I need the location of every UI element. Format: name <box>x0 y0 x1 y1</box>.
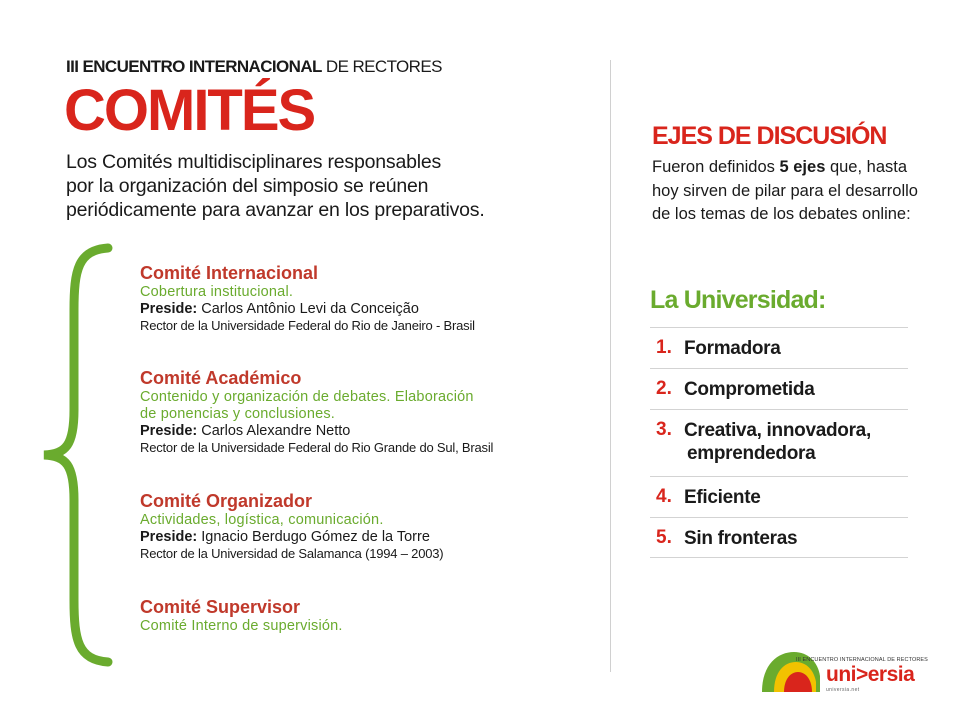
comite-academico <box>140 367 600 456</box>
comite-supervisor <box>140 596 600 635</box>
comite-desc: Comité Interno de supervisión. <box>140 618 343 634</box>
comite-name: Comité Supervisor <box>140 597 301 617</box>
comite-preside: Preside: Ignacio Berdugo Gómez de la Torre <box>140 529 430 545</box>
logo-caption: III ENCUENTRO INTERNACIONAL DE RECTORES <box>796 657 928 663</box>
comite-internacional <box>140 262 600 334</box>
ejes-title: EJES DE DISCUSIÓN <box>652 122 887 150</box>
logo-wordmark: uni>ersia <box>826 663 915 686</box>
comite-name: Comité Académico <box>140 368 302 388</box>
intro-paragraph: Los Comités multidisciplinares responsables por la organización del simposio se reúnen periódicamente para avanzar en los preparativos. <box>66 151 485 221</box>
comite-desc: de ponencias y conclusiones. <box>140 406 336 422</box>
comite-desc: Contenido y organización de debates. Elaboración <box>140 389 474 405</box>
curly-brace-icon <box>38 240 118 670</box>
comite-preside: Preside: Carlos Antônio Levi da Conceição <box>140 301 419 317</box>
list-item: 1. Formadora <box>650 327 908 368</box>
comite-rector: Rector de la Universidade Federal do Rio Grande do Sul, Brasil <box>140 440 494 455</box>
universidad-list <box>650 327 908 558</box>
ejes-description: Fueron definidos 5 ejes que, hasta hoy sirven de pilar para el desarrollo de los temas de los debates online: <box>652 158 918 223</box>
list-item: 3. Creativa, innovadora, emprendedora <box>650 409 908 476</box>
column-divider <box>610 60 611 672</box>
comite-desc: Actividades, logística, comunicación. <box>140 512 384 528</box>
list-item: 5. Sin fronteras <box>650 517 908 558</box>
list-item: 2. Comprometida <box>650 368 908 409</box>
comite-name: Comité Organizador <box>140 491 313 511</box>
list-item: 4. Eficiente <box>650 476 908 517</box>
universidad-title: La Universidad: <box>650 286 826 314</box>
page-title: COMITÉS <box>64 78 315 143</box>
comite-preside: Preside: Carlos Alexandre Netto <box>140 423 351 439</box>
comite-rector: Rector de la Universidade Federal do Rio de Janeiro - Brasil <box>140 318 475 333</box>
comite-organizador <box>140 490 600 562</box>
event-heading: III ENCUENTRO INTERNACIONAL DE RECTORES <box>66 57 442 76</box>
comite-desc: Cobertura institucional. <box>140 284 294 300</box>
logo-tagline: universia.net <box>826 687 860 693</box>
comite-rector: Rector de la Universidad de Salamanca (1994 – 2003) <box>140 546 444 561</box>
comite-name: Comité Internacional <box>140 263 319 283</box>
